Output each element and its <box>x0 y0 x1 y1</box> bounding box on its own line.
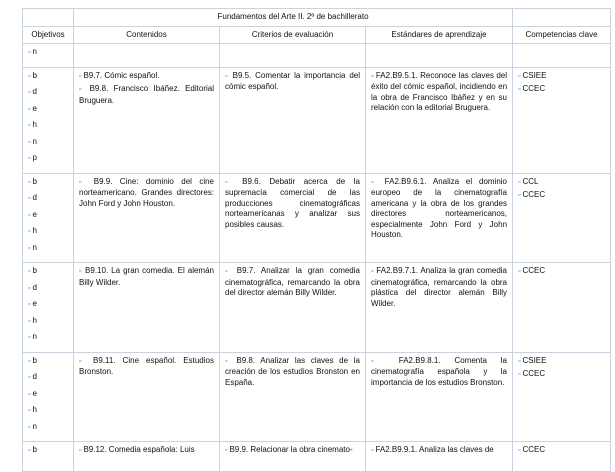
table-row <box>23 44 611 68</box>
list-item: ▫ CCEC <box>518 84 605 96</box>
list-item: ▫ B9.7. Cómic español. <box>79 71 214 83</box>
list-item: ▫ CCL <box>518 177 605 189</box>
header-competencias: Competencias clave <box>513 26 611 44</box>
cell-objetivos <box>23 263 74 353</box>
list-item: ▫ FA2.B9.9.1. Analiza las claves de <box>371 445 507 457</box>
objective-item: ▫ e <box>28 104 68 116</box>
list-item: ▫ CCEC <box>518 369 605 381</box>
table-row <box>23 352 611 442</box>
list-item: ▫ B9.10. La gran comedia. El alemán Billy Wilder. <box>79 266 214 288</box>
cell-competencias <box>513 67 611 173</box>
objective-item: ▫ d <box>28 87 68 99</box>
list-item: ▫ CSIEE <box>518 71 605 83</box>
cell-competencias <box>513 352 611 442</box>
objective-item: ▫ n <box>28 47 68 59</box>
objective-item: ▫ d <box>28 283 68 295</box>
objective-item: ▫ e <box>28 210 68 222</box>
cell-competencias <box>513 263 611 353</box>
list-item: ▫ B9.7. Analizar la gran comedia cinematográfica, remarcando la obra del director alemán Billy Wilder. <box>225 266 360 299</box>
list-item: ▫ FA2.B9.7.1. Analiza la gran comedia cinematográfica, remarcando la obra plástica del director alemán Billy Wilder. <box>371 266 507 309</box>
header-contenidos: Contenidos <box>74 26 220 44</box>
header-criterios: Criterios de evaluación <box>220 26 366 44</box>
cell-estandares <box>366 263 513 353</box>
objective-item: ▫ d <box>28 193 68 205</box>
cell-contenidos <box>74 352 220 442</box>
list-item: ▫ B9.12. Comedia española: Luis <box>79 445 214 457</box>
header-estandares: Estándares de aprendizaje <box>366 26 513 44</box>
cell-objetivos <box>23 67 74 173</box>
objective-item: ▫ b <box>28 177 68 189</box>
table-row <box>23 263 611 353</box>
objective-item: ▫ e <box>28 299 68 311</box>
cell-criterios <box>220 67 366 173</box>
list-item: ▫ CCEC <box>518 190 605 202</box>
cell-contenidos <box>74 44 220 68</box>
objective-item: ▫ n <box>28 332 68 344</box>
cell-objetivos <box>23 44 74 68</box>
objective-item: ▫ b <box>28 445 68 457</box>
objective-item: ▫ h <box>28 405 68 417</box>
table-row <box>23 442 611 472</box>
cell-objetivos <box>23 442 74 472</box>
cell-estandares <box>366 442 513 472</box>
list-item: ▫ CSIEE <box>518 356 605 368</box>
table-title: Fundamentos del Arte II. 2º de bachillerato <box>74 9 513 27</box>
objective-item: ▫ n <box>28 243 68 255</box>
cell-criterios <box>220 442 366 472</box>
cell-criterios <box>220 352 366 442</box>
objective-item: ▫ n <box>28 422 68 434</box>
cell-estandares <box>366 67 513 173</box>
list-item: ▫ B9.9. Cine: dominio del cine norteamericano. Grandes directores: John Ford y John Houston. <box>79 177 214 210</box>
cell-estandares <box>366 44 513 68</box>
list-item: ▫ B9.8. Francisco Ibáñez. Editorial Bruguera. <box>79 84 214 106</box>
cell-contenidos <box>74 263 220 353</box>
list-item: ▫ CCEC <box>518 266 605 278</box>
table-spacer-cell <box>23 9 74 27</box>
table-spacer-cell <box>513 9 611 27</box>
cell-competencias <box>513 442 611 472</box>
list-item: ▫ B9.8. Analizar las claves de la creación de los estudios Bronston en España. <box>225 356 360 389</box>
table-row <box>23 67 611 173</box>
table-row <box>23 173 611 263</box>
objective-item: ▫ h <box>28 316 68 328</box>
cell-contenidos <box>74 442 220 472</box>
header-objetivos: Objetivos <box>23 26 74 44</box>
curriculum-table <box>22 8 611 472</box>
cell-criterios <box>220 173 366 263</box>
objective-item: ▫ d <box>28 372 68 384</box>
list-item: ▫ B9.11. Cine español. Estudios Bronston. <box>79 356 214 378</box>
cell-contenidos <box>74 173 220 263</box>
objective-item: ▫ b <box>28 266 68 278</box>
objective-item: ▫ p <box>28 153 68 165</box>
list-item: ▫ B9.6. Debatir acerca de la supremacía comercial de las producciones cinematográficas norteamericanas y analizar sus posibles causas. <box>225 177 360 231</box>
list-item: ▫ B9.5. Comentar la importancia del cómic español. <box>225 71 360 93</box>
cell-competencias <box>513 44 611 68</box>
cell-objetivos <box>23 173 74 263</box>
list-item: ▫ FA2.B9.6.1. Analiza el dominio europeo de la cinematografía americana y la obra de los grandes directores norteamericanos, especialmente John Ford y John Houston. <box>371 177 507 241</box>
cell-criterios <box>220 263 366 353</box>
cell-estandares <box>366 352 513 442</box>
list-item: ▫ CCEC <box>518 445 605 457</box>
list-item: ▫ FA2.B9.5.1. Reconoce las claves del éxito del cómic español, incidiendo en la obra de Francisco Ibáñez y en su relación con la editorial Bruguera. <box>371 71 507 114</box>
objective-item: ▫ h <box>28 226 68 238</box>
cell-estandares <box>366 173 513 263</box>
objective-item: ▫ b <box>28 356 68 368</box>
cell-objetivos <box>23 352 74 442</box>
objective-item: ▫ b <box>28 71 68 83</box>
list-item: ▫ B9.9. Relacionar la obra cinemato- <box>225 445 360 457</box>
cell-competencias <box>513 173 611 263</box>
objective-item: ▫ h <box>28 120 68 132</box>
cell-contenidos <box>74 67 220 173</box>
cell-criterios <box>220 44 366 68</box>
objective-item: ▫ n <box>28 137 68 149</box>
objective-item: ▫ e <box>28 389 68 401</box>
list-item: ▫ FA2.B9.8.1. Comenta la cinematografía española y la importancia de los estudios Bronston. <box>371 356 507 389</box>
